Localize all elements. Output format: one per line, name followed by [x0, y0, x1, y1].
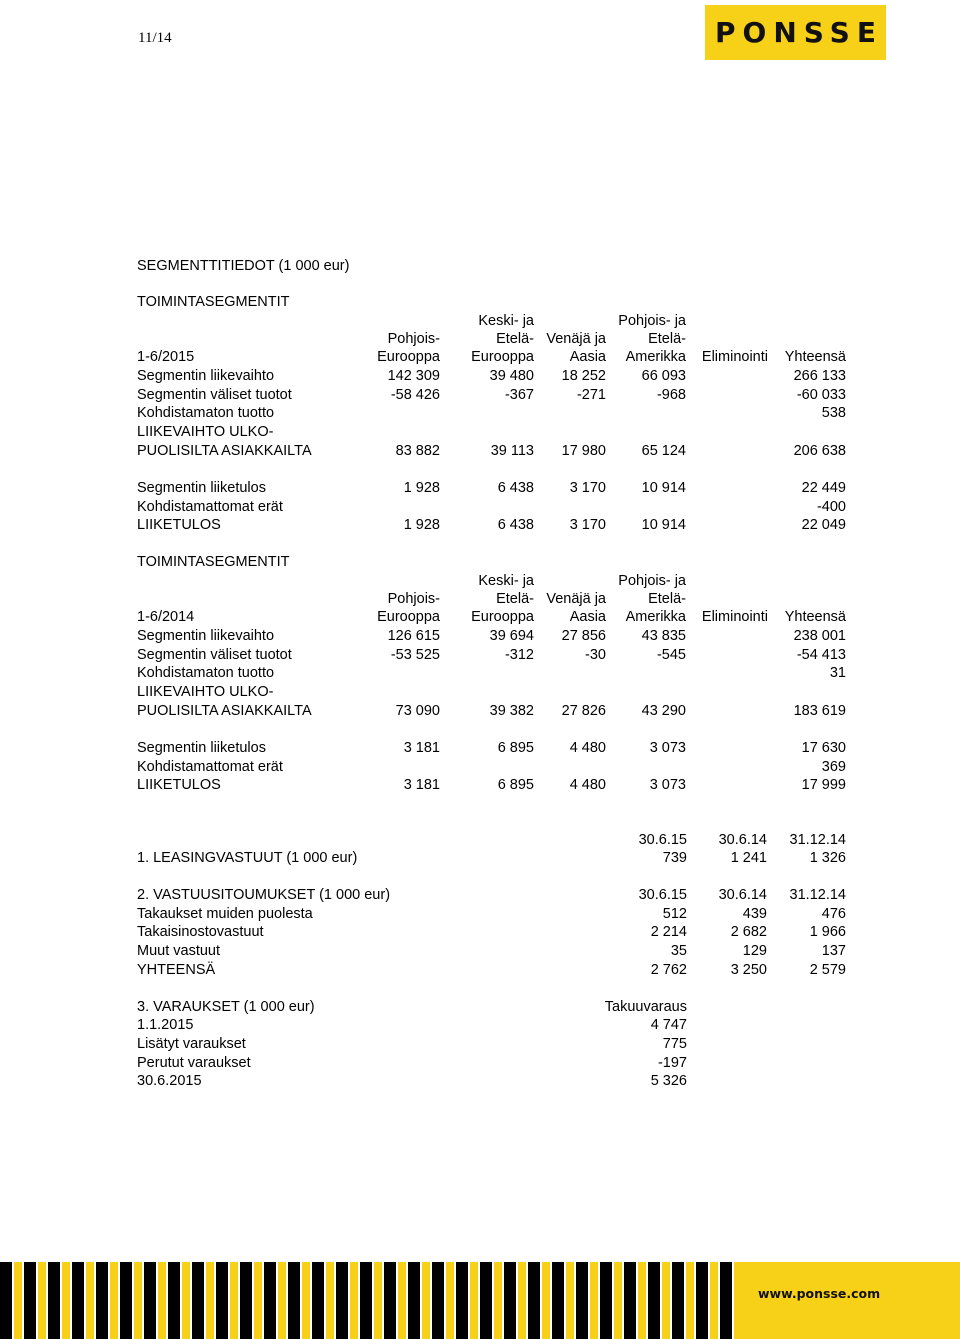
header-eliminointi: Eliminointi: [701, 609, 768, 625]
row-label: LIIKETULOS: [137, 517, 221, 533]
cell: 4 480: [569, 740, 606, 756]
row-label: LIIKEVAIHTO ULKO-: [137, 684, 274, 700]
cell: 369: [821, 759, 846, 775]
cell: 66 093: [641, 368, 686, 384]
cell: 206 638: [793, 443, 846, 459]
cell: 1 326: [809, 850, 846, 866]
header-venaja-line1: Venäjä ja: [546, 331, 606, 347]
cell: 538: [821, 405, 846, 421]
row-label: LIIKEVAIHTO ULKO-: [137, 424, 274, 440]
cell: 43 835: [641, 628, 686, 644]
segment-section-title-2014: TOIMINTASEGMENTIT: [137, 554, 290, 570]
header-eliminointi: Eliminointi: [701, 349, 768, 365]
cell: -54 413: [796, 647, 846, 663]
cell: 39 480: [489, 368, 534, 384]
leasing-title: 1. LEASINGVASTUUT (1 000 eur): [137, 850, 358, 866]
cell: 3 170: [569, 517, 606, 533]
cell: -60 033: [796, 387, 846, 403]
cell: -545: [656, 647, 686, 663]
row-label-line2: PUOLISILTA ASIAKKAILTA: [137, 703, 312, 719]
header-pohjois-etela-line1: Pohjois- ja: [618, 573, 686, 589]
cell: -197: [657, 1055, 687, 1071]
header-keski-line2: Etelä-: [496, 591, 534, 607]
cell: 439: [742, 906, 767, 922]
row-label: Segmentin liiketulos: [137, 480, 266, 496]
segment-section-title-2015: TOIMINTASEGMENTIT: [137, 294, 290, 310]
row-label: LIIKETULOS: [137, 777, 221, 793]
footer-stripes: [0, 1262, 740, 1339]
row-label: Takaukset muiden puolesta: [137, 906, 313, 922]
row-label: Segmentin väliset tuotot: [137, 647, 292, 663]
cell: -312: [504, 647, 534, 663]
cell: -271: [576, 387, 606, 403]
header-pohjois-eurooppa-line1: Pohjois-: [387, 591, 440, 607]
cell: 3 073: [649, 740, 686, 756]
cell: -400: [816, 499, 846, 515]
cell: 1 966: [809, 924, 846, 940]
cell: 18 252: [561, 368, 606, 384]
cell: 83 882: [395, 443, 440, 459]
cell: 512: [662, 906, 687, 922]
page-number: 11/14: [138, 30, 172, 46]
cell: 39 113: [490, 443, 534, 459]
cell: 2 762: [650, 962, 687, 978]
cell: 10 914: [641, 480, 686, 496]
header-pohjois-etela-line2: Etelä-: [648, 591, 686, 607]
row-label: Segmentin väliset tuotot: [137, 387, 292, 403]
cell: 6 438: [497, 517, 534, 533]
cell: 6 895: [497, 777, 534, 793]
cell: 739: [662, 850, 687, 866]
header-venaja-line2: Aasia: [569, 349, 606, 365]
cell: 137: [821, 943, 846, 959]
header-pohjois-etela-line2: Etelä-: [648, 331, 686, 347]
cell: 39 382: [489, 703, 534, 719]
cell: 238 001: [793, 628, 846, 644]
period-label-2014: 1-6/2014: [137, 609, 195, 625]
commitments-date-header: 30.6.15: [638, 887, 687, 903]
cell: 27 856: [561, 628, 606, 644]
cell: 3 181: [403, 777, 440, 793]
footer-band: [0, 1262, 960, 1339]
cell: -30: [585, 647, 606, 663]
row-label: Takaisinostovastuut: [137, 924, 264, 940]
cell: 3 181: [403, 740, 440, 756]
row-label: Lisätyt varaukset: [137, 1036, 246, 1052]
cell: 22 049: [801, 517, 846, 533]
cell: 142 309: [387, 368, 440, 384]
page-heading: SEGMENTTITIEDOT (1 000 eur): [137, 258, 350, 274]
period-label-2015: 1-6/2015: [137, 349, 195, 365]
cell: 775: [662, 1036, 687, 1052]
logo-text: PONSSE: [715, 16, 883, 49]
row-label: YHTEENSÄ: [137, 962, 216, 978]
cell: 1 241: [730, 850, 767, 866]
cell: -367: [504, 387, 534, 403]
cell: 1 928: [403, 480, 440, 496]
row-label: 1.1.2015: [137, 1017, 194, 1033]
cell: 65 124: [641, 443, 686, 459]
leasing-date-header: 30.6.14: [718, 832, 767, 848]
row-label: 30.6.2015: [137, 1073, 202, 1089]
cell: 476: [821, 906, 846, 922]
provisions-title: 3. VARAUKSET (1 000 eur): [137, 999, 315, 1015]
header-venaja-line1: Venäjä ja: [546, 591, 606, 607]
header-pohjois-eurooppa-line2: Eurooppa: [377, 349, 440, 365]
cell: 43 290: [641, 703, 686, 719]
header-pohjois-eurooppa-line2: Eurooppa: [377, 609, 440, 625]
cell: 5 326: [650, 1073, 687, 1089]
cell: 1 928: [403, 517, 440, 533]
row-label: Kohdistamaton tuotto: [137, 665, 275, 681]
header-keski-line1: Keski- ja: [478, 573, 534, 589]
header-yhteensa: Yhteensä: [784, 609, 846, 625]
header-pohjois-etela-line3: Amerikka: [625, 609, 686, 625]
cell: 4 747: [650, 1017, 687, 1033]
leasing-date-header: 31.12.14: [789, 832, 846, 848]
cell: 3 170: [569, 480, 606, 496]
row-label: Segmentin liiketulos: [137, 740, 266, 756]
commitments-date-header: 31.12.14: [789, 887, 846, 903]
cell: 6 438: [497, 480, 534, 496]
row-label: Segmentin liikevaihto: [137, 628, 275, 644]
header-keski-line2: Etelä-: [496, 331, 534, 347]
header-keski-line3: Eurooppa: [471, 349, 534, 365]
header-pohjois-eurooppa-line1: Pohjois-: [387, 331, 440, 347]
commitments-title: 2. VASTUUSITOUMUKSET (1 000 eur): [137, 887, 391, 903]
header-pohjois-etela-line1: Pohjois- ja: [618, 313, 686, 329]
cell: 3 073: [649, 777, 686, 793]
row-label: Muut vastuut: [137, 943, 221, 959]
cell: 129: [742, 943, 767, 959]
header-yhteensa: Yhteensä: [784, 349, 846, 365]
cell: 35: [670, 943, 687, 959]
row-label: Perutut varaukset: [137, 1055, 251, 1071]
cell: 266 133: [793, 368, 846, 384]
cell: 22 449: [801, 480, 846, 496]
header-pohjois-etela-line3: Amerikka: [625, 349, 686, 365]
cell: 10 914: [641, 517, 686, 533]
cell: 17 980: [561, 443, 606, 459]
cell: 2 682: [730, 924, 767, 940]
cell: 31: [829, 665, 846, 681]
cell: -968: [656, 387, 686, 403]
cell: 126 615: [387, 628, 440, 644]
cell: 2 214: [650, 924, 687, 940]
provisions-column-header: Takuuvaraus: [604, 999, 687, 1015]
row-label: Segmentin liikevaihto: [137, 368, 275, 384]
row-label: Kohdistamaton tuotto: [137, 405, 275, 421]
header-keski-line3: Eurooppa: [471, 609, 534, 625]
cell: -53 525: [390, 647, 440, 663]
cell: 73 090: [395, 703, 440, 719]
row-label: Kohdistamattomat erät: [137, 499, 283, 515]
header-venaja-line2: Aasia: [569, 609, 606, 625]
cell: 17 999: [801, 777, 846, 793]
footer-url[interactable]: www.ponsse.com: [758, 1286, 881, 1301]
row-label-line2: PUOLISILTA ASIAKKAILTA: [137, 443, 312, 459]
cell: 4 480: [569, 777, 606, 793]
leasing-date-header: 30.6.15: [638, 832, 687, 848]
cell: 17 630: [801, 740, 846, 756]
cell: 183 619: [793, 703, 846, 719]
cell: 27 826: [561, 703, 606, 719]
ponsse-logo: [705, 5, 886, 60]
cell: 6 895: [497, 740, 534, 756]
cell: 2 579: [809, 962, 846, 978]
cell: -58 426: [390, 387, 440, 403]
cell: 3 250: [730, 962, 767, 978]
row-label: Kohdistamattomat erät: [137, 759, 283, 775]
header-keski-line1: Keski- ja: [478, 313, 534, 329]
cell: 39 694: [489, 628, 534, 644]
commitments-date-header: 30.6.14: [718, 887, 767, 903]
